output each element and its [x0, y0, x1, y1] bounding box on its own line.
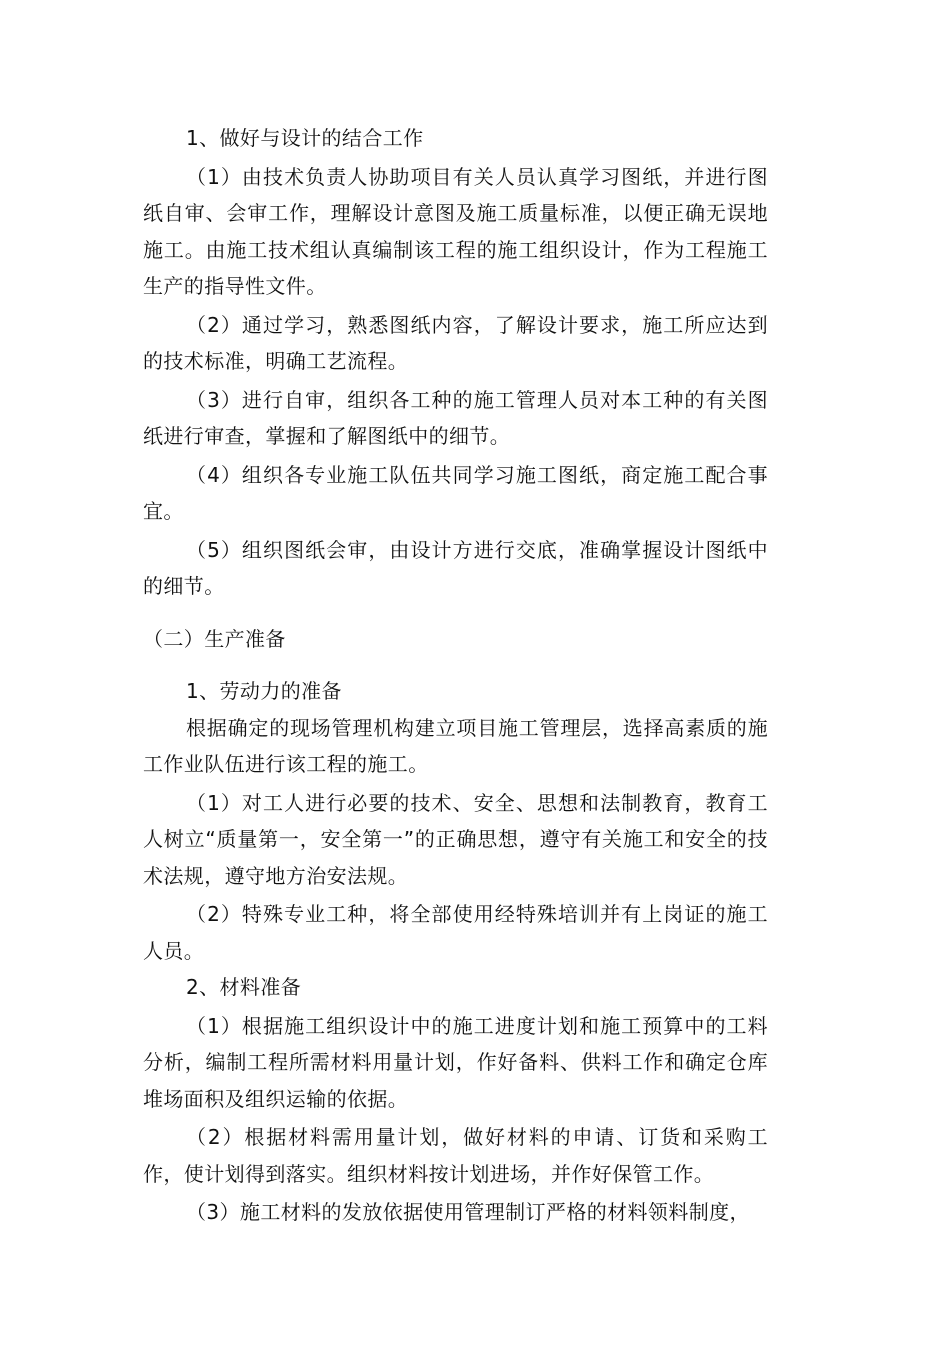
paragraph-labor-intro: 根据确定的现场管理机构建立项目施工管理层，选择高素质的施工作业队伍进行该工程的施工。: [143, 715, 768, 776]
paragraph-labor-item-2: （2）特殊专业工种，将全部使用经特殊培训并有上岗证的施工人员。: [143, 902, 768, 963]
section-heading-production-prep: （二）生产准备: [143, 626, 286, 651]
paragraph-item-2: （2）通过学习，熟悉图纸内容，了解设计要求，施工所应达到的技术标准，明确工艺流程。: [143, 312, 768, 373]
paragraph-material-item-1: （1）根据施工组织设计中的施工进度计划和施工预算中的工料分析，编制工程所需材料用量计划，作好备料、供料工作和确定仓库堆场面积及组织运输的依据。: [143, 1013, 768, 1111]
paragraph-item-4: （4）组织各专业施工队伍共同学习施工图纸，商定施工配合事宜。: [143, 462, 768, 523]
paragraph-material-item-3: （3）施工材料的发放依据使用管理制订严格的材料领料制度，: [186, 1200, 750, 1224]
subsection-heading-design-coordination: 1、做好与设计的结合工作: [186, 126, 424, 150]
paragraph-material-item-2: （2）根据材料需用量计划，做好材料的申请、订货和采购工作，使计划得到落实。组织材料按计划进场，并作好保管工作。: [143, 1125, 768, 1186]
paragraph-item-5: （5）组织图纸会审，由设计方进行交底，准确掌握设计图纸中的细节。: [143, 537, 768, 598]
paragraph-labor-item-1: （1）对工人进行必要的技术、安全、思想和法制教育，教育工人树立“质量第一，安全第一”的正确思想，遵守有关施工和安全的技术法规，遵守地方治安法规。: [143, 790, 768, 888]
subsection-heading-labor-prep: 1、劳动力的准备: [186, 679, 342, 703]
subsection-heading-material-prep: 2、材料准备: [186, 975, 302, 999]
document-body: [143, 120, 768, 1231]
paragraph-item-1: （1）由技术负责人协助项目有关人员认真学习图纸，并进行图纸自审、会审工作，理解设计意图及施工质量标准，以便正确无误地施工。由施工技术组认真编制该工程的施工组织设计，作为工程施工生产的指导性文件。: [143, 164, 768, 298]
paragraph-item-3: （3）进行自审，组织各工种的施工管理人员对本工种的有关图纸进行审查，掌握和了解图纸中的细节。: [143, 387, 768, 448]
